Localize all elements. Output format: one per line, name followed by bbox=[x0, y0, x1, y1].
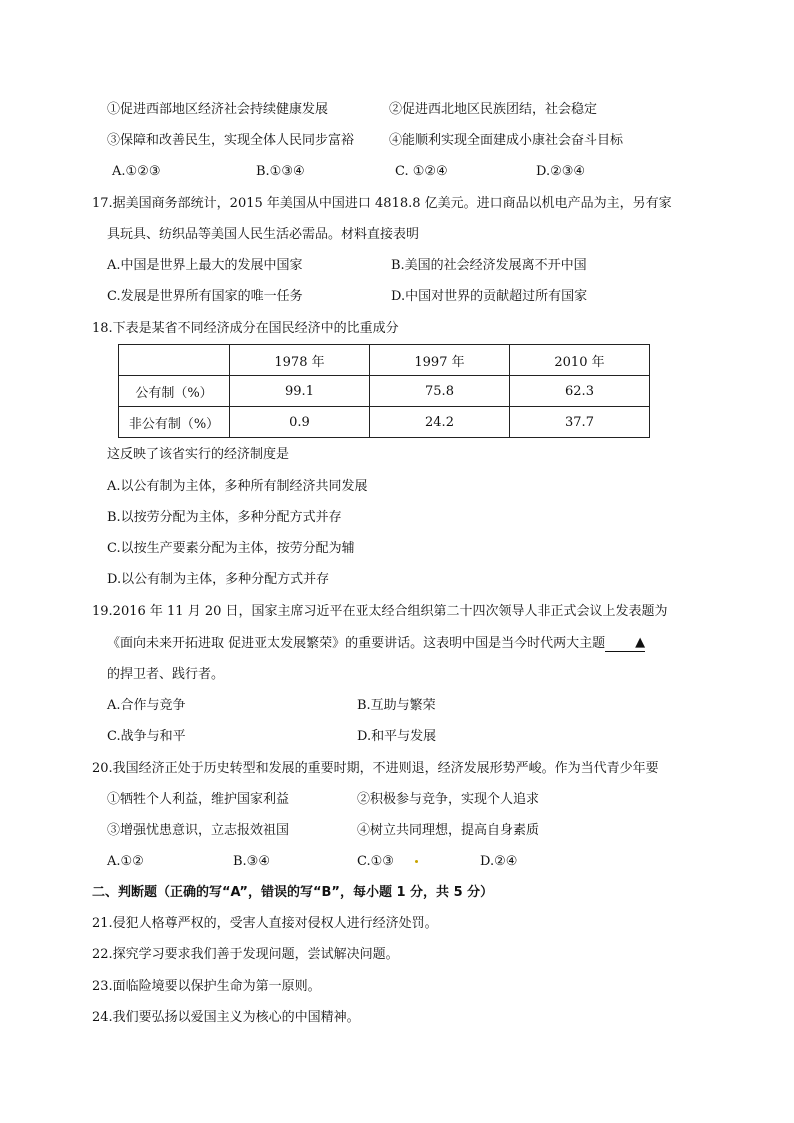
q17-option-b: B.美国的社会经济发展离不开中国 bbox=[391, 258, 587, 273]
table-header-cell: 1978 年 bbox=[230, 345, 370, 376]
q20-item-2: ②积极参与竞争，实现个人追求 bbox=[357, 792, 540, 807]
q17-stem-line-2: 具玩具、纺织品等美国人民生活必需品。材料直接表明 bbox=[107, 227, 420, 242]
q17-stem-line-1: 17.据美国商务部统计，2015 年美国从中国进口 4818.8 亿美元。进口商品以机电产品为主，另有家 bbox=[92, 196, 672, 211]
table-row bbox=[119, 407, 650, 438]
q18-option-b: B.以按劳分配为主体，多种分配方式并存 bbox=[107, 510, 342, 525]
section-2-heading: 二、判断题（正确的写“A”，错误的写“B”，每小题 1 分，共 5 分） bbox=[92, 885, 494, 900]
table-cell: 24.2 bbox=[370, 407, 510, 438]
table-header-cell bbox=[119, 345, 230, 376]
q24-text: 24.我们要弘扬以爱国主义为核心的中国精神。 bbox=[92, 1010, 360, 1025]
q20-item-1: ①牺牲个人利益，维护国家利益 bbox=[107, 792, 290, 807]
q20-option-d: D.②④ bbox=[480, 854, 518, 869]
table-header-cell: 2010 年 bbox=[510, 345, 650, 376]
q17-option-d: D.中国对世界的贡献超过所有国家 bbox=[391, 289, 588, 304]
q19-option-c: C.战争与和平 bbox=[107, 729, 186, 744]
triangle-marker-icon: ▲ bbox=[635, 635, 646, 650]
q16-option-d: D.②③④ bbox=[536, 164, 586, 179]
table-cell: 75.8 bbox=[370, 376, 510, 407]
q16-item-4: ④能顺利实现全面建成小康社会奋斗目标 bbox=[389, 133, 624, 148]
q17-option-a: A.中国是世界上最大的发展中国家 bbox=[107, 258, 303, 273]
table-cell: 0.9 bbox=[230, 407, 370, 438]
q16-item-2: ②促进西北地区民族团结，社会稳定 bbox=[389, 102, 598, 117]
table-cell: 非公有制（%） bbox=[119, 407, 230, 438]
table-cell: 62.3 bbox=[510, 376, 650, 407]
q16-option-a: A.①②③ bbox=[112, 164, 161, 179]
q20-item-4: ④树立共同理想，提高自身素质 bbox=[357, 823, 540, 838]
q16-option-b: B.①③④ bbox=[256, 164, 305, 179]
q20-stem: 20.我国经济正处于历史转型和发展的重要时期，不进则退，经济发展形势严峻。作为当代青少年要 bbox=[92, 761, 659, 776]
q20-option-c: C.①③ bbox=[357, 854, 394, 869]
q19-stem-line-2 bbox=[107, 636, 645, 652]
q19-stem-text: 《面向未来开拓进取 促进亚太发展繁荣》的重要讲话。这表明中国是当今时代两大主题 bbox=[107, 636, 606, 651]
q16-item-3: ③保障和改善民生，实现全体人民同步富裕 bbox=[107, 133, 355, 148]
q18-option-c: C.以按生产要素分配为主体，按劳分配为辅 bbox=[107, 541, 355, 556]
q22-text: 22.探究学习要求我们善于发现问题，尝试解决问题。 bbox=[92, 947, 399, 962]
q18-option-d: D.以公有制为主体，多种分配方式并存 bbox=[107, 572, 330, 587]
q16-item-1: ①促进西部地区经济社会持续健康发展 bbox=[107, 102, 329, 117]
q19-option-d: D.和平与发展 bbox=[357, 729, 437, 744]
q18-option-a: A.以公有制为主体，多种所有制经济共同发展 bbox=[107, 479, 368, 494]
table-cell: 公有制（%） bbox=[119, 376, 230, 407]
q18-stem: 18.下表是某省不同经济成分在国民经济中的比重成分 bbox=[92, 321, 399, 336]
q20-option-a: A.①② bbox=[107, 854, 144, 869]
answer-blank bbox=[605, 637, 645, 652]
q18-question: 这反映了该省实行的经济制度是 bbox=[107, 447, 290, 462]
table-row bbox=[119, 376, 650, 407]
table-header-cell: 1997 年 bbox=[370, 345, 510, 376]
q19-stem-line-3: 的捍卫者、践行者。 bbox=[107, 667, 225, 682]
stray-dot bbox=[415, 860, 418, 863]
q17-option-c: C.发展是世界所有国家的唯一任务 bbox=[107, 289, 303, 304]
table-cell: 99.1 bbox=[230, 376, 370, 407]
q20-option-b: B.③④ bbox=[233, 854, 270, 869]
table-cell: 37.7 bbox=[510, 407, 650, 438]
q20-item-3: ③增强忧患意识，立志报效祖国 bbox=[107, 823, 290, 838]
q19-stem-line-1: 19.2016 年 11 月 20 日，国家主席习近平在亚太经合组织第二十四次领导人非正式会议上发表题为 bbox=[92, 604, 668, 619]
q19-option-b: B.互助与繁荣 bbox=[357, 698, 436, 713]
table-header-row bbox=[119, 345, 650, 376]
economy-share-table bbox=[118, 344, 650, 438]
q23-text: 23.面临险境要以保护生命为第一原则。 bbox=[92, 979, 321, 994]
q19-option-a: A.合作与竞争 bbox=[107, 698, 186, 713]
q16-option-c: C. ①②④ bbox=[395, 164, 448, 179]
q21-text: 21.侵犯人格尊严权的，受害人直接对侵权人进行经济处罚。 bbox=[92, 916, 438, 931]
